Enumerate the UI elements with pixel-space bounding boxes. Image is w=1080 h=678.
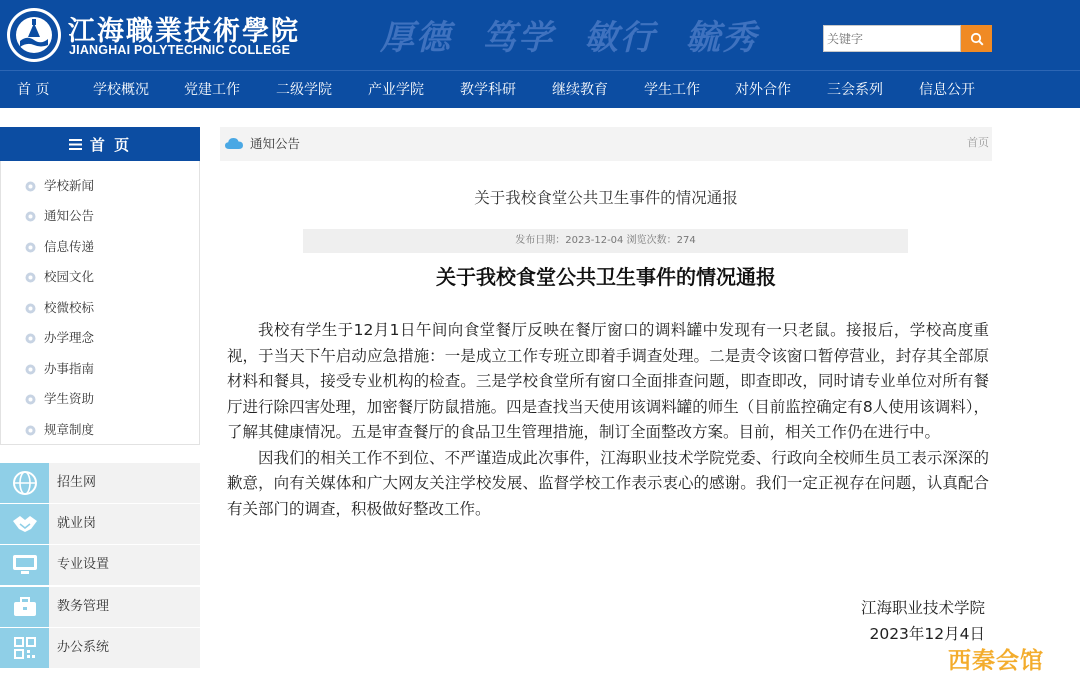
article-paragraph: 因我们的相关工作不到位、不严谨造成此次事件，江海职业技术学院党委、行政向全校师生员工表示深深的歉意，向有关媒体和广大网友关注学校发展、监督学校工作表示衷心的感谢。我们一定正视存在问题，认真配合有关部门的调查，积极做好整改工作。 <box>227 448 989 518</box>
bullet-icon <box>25 425 36 436</box>
quick-link-majors[interactable] <box>0 545 200 585</box>
nav-item-disclosure[interactable]: 信息公开 <box>919 82 975 98</box>
monitor-icon <box>12 554 38 576</box>
nav-item-industry[interactable]: 产业学院 <box>368 82 424 98</box>
handshake-icon <box>11 513 39 535</box>
nav-item-three-meetings[interactable]: 三会系列 <box>827 82 883 98</box>
quick-link-admissions[interactable] <box>0 463 200 503</box>
briefcase-icon <box>12 596 38 618</box>
nav-item-continuing[interactable]: 继续教育 <box>552 82 608 98</box>
sidebar-item-emblem[interactable] <box>1 293 199 323</box>
qr-grid-icon <box>13 636 37 660</box>
nav-item-students[interactable]: 学生工作 <box>644 82 700 98</box>
article-body <box>227 318 989 522</box>
search-icon <box>970 32 984 46</box>
sidebar-item-label: 通知公告 <box>44 208 95 223</box>
article-meta: 发布日期：2023-12-04 浏览次数：274 <box>303 229 908 253</box>
bullet-icon <box>25 211 36 222</box>
sidebar-item-label: 规章制度 <box>44 422 95 437</box>
sidebar-title[interactable] <box>0 127 200 161</box>
quick-link-label: 招生网 <box>57 475 97 490</box>
article-title: 关于我校食堂公共卫生事件的情况通报 <box>474 189 738 207</box>
sidebar-menu <box>0 161 200 445</box>
nav-item-party[interactable]: 党建工作 <box>184 82 240 98</box>
article-signature: 江海职业技术学院 <box>860 599 985 617</box>
sidebar-item-rules[interactable] <box>1 415 199 445</box>
site-header <box>0 0 1080 70</box>
sidebar-item-notices[interactable] <box>1 201 199 231</box>
sidebar-item-label: 学生资助 <box>44 391 95 406</box>
motto-word: 毓秀 <box>686 18 758 58</box>
nav-item-international[interactable]: 对外合作 <box>735 82 791 98</box>
article-paragraph: 我校有学生于12月1日午间向食堂餐厅反映在餐厅窗口的调料罐中发现有一只老鼠。接报后，学校高度重视，于当天下午启动应急措施：一是成立工作专班立即着手调查处理。二是责令该窗口暂停营业，封存其全部原材料和餐具，接受专业机构的检查。三是学校食堂所有窗口全面排查问题，即查即改，同时请专业单位对所有餐厅进行除四害处理，加密餐厅防鼠措施。四是查找当天使用该调料罐的师生（目前监控确定有8人使用该调料），了解其健康情况。五是审查餐厅的食品卫生管理措施，制订全面整改方案。目前，相关工作仍在进行中。 <box>227 321 989 441</box>
sidebar-item-label: 信息传递 <box>44 239 95 254</box>
bullet-icon <box>25 394 36 405</box>
quick-link-label: 教务管理 <box>57 599 110 614</box>
sidebar-item-aid[interactable] <box>1 384 199 414</box>
quick-link-jobs[interactable] <box>0 504 200 544</box>
quick-link-label: 专业设置 <box>57 557 110 572</box>
breadcrumb-home-link[interactable]: 首页 <box>967 136 989 149</box>
sidebar-item-culture[interactable] <box>1 262 199 292</box>
quick-link-academic[interactable] <box>0 587 200 627</box>
sidebar-item-news[interactable] <box>1 171 199 201</box>
search-input[interactable] <box>823 25 961 52</box>
nav-item-schools[interactable]: 二级学院 <box>276 82 332 98</box>
bullet-icon <box>25 364 36 375</box>
college-seal-icon[interactable] <box>6 7 62 63</box>
sidebar-item-label: 学校新闻 <box>44 178 95 193</box>
breadcrumb <box>220 127 992 161</box>
bullet-icon <box>25 181 36 192</box>
article-heading: 关于我校食堂公共卫生事件的情况通报 <box>436 265 776 289</box>
sidebar-item-info[interactable] <box>1 232 199 262</box>
quick-link-office[interactable] <box>0 628 200 668</box>
quick-link-label: 就业岗 <box>57 516 97 531</box>
nav-item-overview[interactable]: 学校概况 <box>93 82 149 98</box>
motto-word: 敏行 <box>584 18 656 58</box>
bullet-icon <box>25 242 36 253</box>
sidebar-item-label: 校园文化 <box>44 269 95 284</box>
motto-word: 厚德 <box>380 18 452 58</box>
sidebar-item-label: 办学理念 <box>44 330 95 345</box>
sidebar-item-label: 校微校标 <box>44 300 95 315</box>
cloud-icon <box>224 136 244 150</box>
sidebar-item-label: 办事指南 <box>44 361 95 376</box>
menu-icon <box>69 139 82 150</box>
quick-link-label: 办公系统 <box>57 640 110 655</box>
college-name-cn[interactable]: 江海職業技術學院 <box>68 16 300 47</box>
article-date: 2023年12月4日 <box>869 625 985 643</box>
search-button[interactable] <box>961 25 992 52</box>
sidebar-title-label: 首 页 <box>89 135 132 154</box>
globe-icon <box>12 470 38 496</box>
motto-word: 笃学 <box>482 18 554 58</box>
school-motto <box>380 10 758 56</box>
college-name-en[interactable]: JIANGHAI POLYTECHNIC COLLEGE <box>69 43 291 57</box>
main-nav <box>0 70 1080 108</box>
sidebar-item-philosophy[interactable] <box>1 323 199 353</box>
bullet-icon <box>25 303 36 314</box>
watermark-logo: 西秦会馆 <box>948 648 1044 674</box>
nav-item-home[interactable]: 首 页 <box>17 82 50 98</box>
sidebar-item-guide[interactable] <box>1 354 199 384</box>
bullet-icon <box>25 272 36 283</box>
breadcrumb-title: 通知公告 <box>250 136 301 151</box>
nav-item-teaching[interactable]: 教学科研 <box>460 82 516 98</box>
bullet-icon <box>25 333 36 344</box>
